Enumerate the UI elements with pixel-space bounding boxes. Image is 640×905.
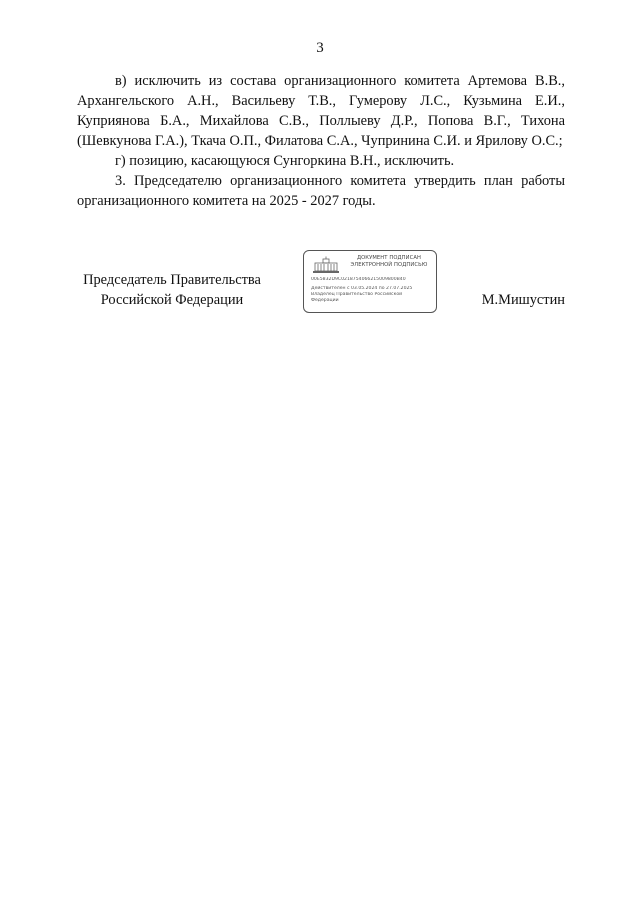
stamp-owner-line1: Владелец Правительство Российской bbox=[311, 292, 403, 297]
signatory-position-line1: Председатель Правительства bbox=[83, 272, 261, 288]
paragraph-approve-plan: 3. Председателю организационного комитета утвердить план работы организационного комитета на 2025 - 2027 годы. bbox=[77, 173, 565, 209]
stamp-details bbox=[311, 277, 435, 304]
signatory-position-line2: Российской Федерации bbox=[100, 292, 244, 308]
stamp-title-line2: ЭЛЕКТРОННОЙ ПОДПИСЬЮ bbox=[350, 262, 428, 268]
document-body bbox=[77, 71, 565, 211]
signature-block bbox=[0, 250, 640, 320]
signatory-name: М.Мишустин bbox=[481, 292, 565, 308]
electronic-signature-stamp bbox=[303, 250, 437, 313]
stamp-validity: Действителен с 03.05.2024 по 27.07.2025 bbox=[311, 286, 413, 291]
stamp-title-line1: ДОКУМЕНТ ПОДПИСАН bbox=[356, 255, 422, 261]
stamp-owner-line2: Федерации bbox=[311, 298, 339, 303]
page-number: 3 bbox=[316, 40, 324, 56]
stamp-certificate: 00E5832D9C0218754066215009800B40 bbox=[311, 277, 406, 282]
stamp-title bbox=[344, 255, 434, 269]
paragraph-exclude-members: в) исключить из состава организационного комитета Артемова В.В., Архангельского А.Н., Васильеву Т.В., Гумерову Л.С., Кузьмина Е.И., Куприянова Б.А., Михайлова С.В., Поллыеву Д.Р., Попова В.Г., Тихона (Шевкунова Г.А.), Ткача О.П., Филатова С.А., Чупринина С.И. и Ярилову О.С.; bbox=[77, 73, 565, 149]
government-building-icon bbox=[312, 256, 340, 274]
signatory-position bbox=[77, 270, 267, 310]
paragraph-exclude-position: г) позицию, касающуюся Сунгоркина В.Н., исключить. bbox=[115, 153, 455, 169]
